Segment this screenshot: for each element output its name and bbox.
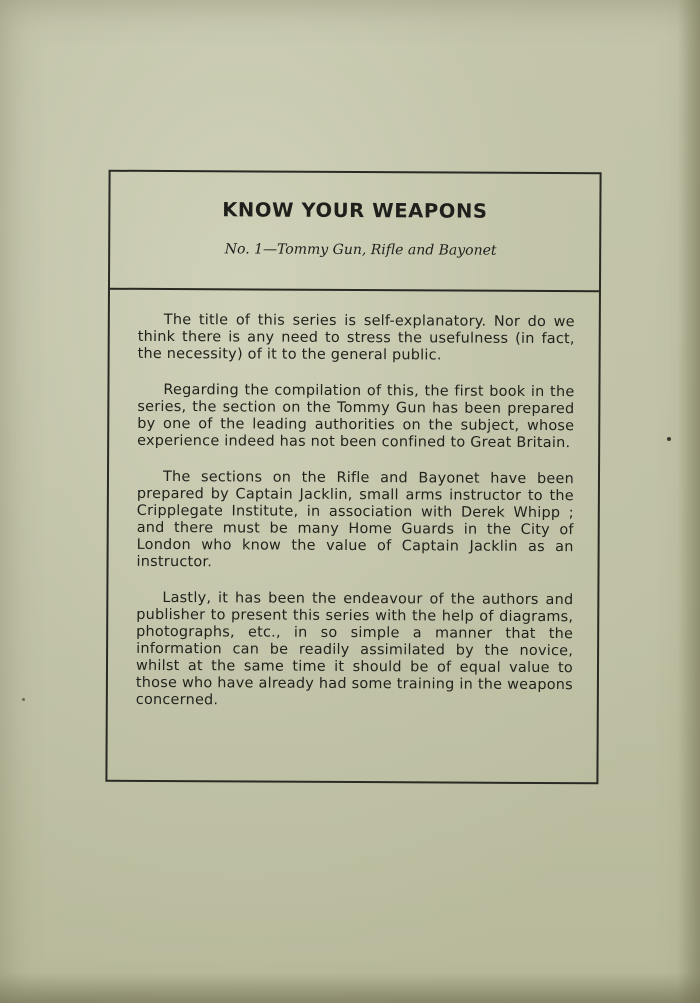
paragraph-closing: Lastly, it has been the endeavour of the authors and publisher to present this series with the help of diagrams, photographs, etc., in so simple a manner that the information can be readily assimilated by the novice, whilst at the same time it should be of equal value to those who have already had some training in the weapons concerned.: [135, 590, 574, 709]
paragraph-intro: The title of this series is self-explanatory. Nor do we think there is any need to stress the usefulness (in fact, the necessity) of it to the general public.: [137, 312, 575, 364]
paragraph-rifle-bayonet: The sections on the Rifle and Bayonet have been prepared by Captain Jacklin, small arms instructor to the Cripplegate Institute, in association with Derek Whipp ; and there must be many Home Guards in the City of London who know the value of Captain Jacklin as an instructor.: [136, 469, 575, 571]
booklet-title: KNOW YOUR WEAPONS: [222, 198, 488, 223]
text-panel: [105, 170, 601, 785]
paragraph-tommy-gun: Regarding the compilation of this, the first book in the series, the section on the Tommy Gun has been prepared by one of the leading authorities on the subject, whose experience indeed has not been confined to Great Britain.: [137, 382, 575, 452]
paper-speck: [22, 698, 25, 701]
panel-header: [110, 172, 600, 293]
paper-speck: [667, 437, 671, 441]
booklet-subtitle: No. 1—Tommy Gun, Rifle and Bayonet: [224, 241, 497, 259]
panel-body: [108, 290, 599, 712]
